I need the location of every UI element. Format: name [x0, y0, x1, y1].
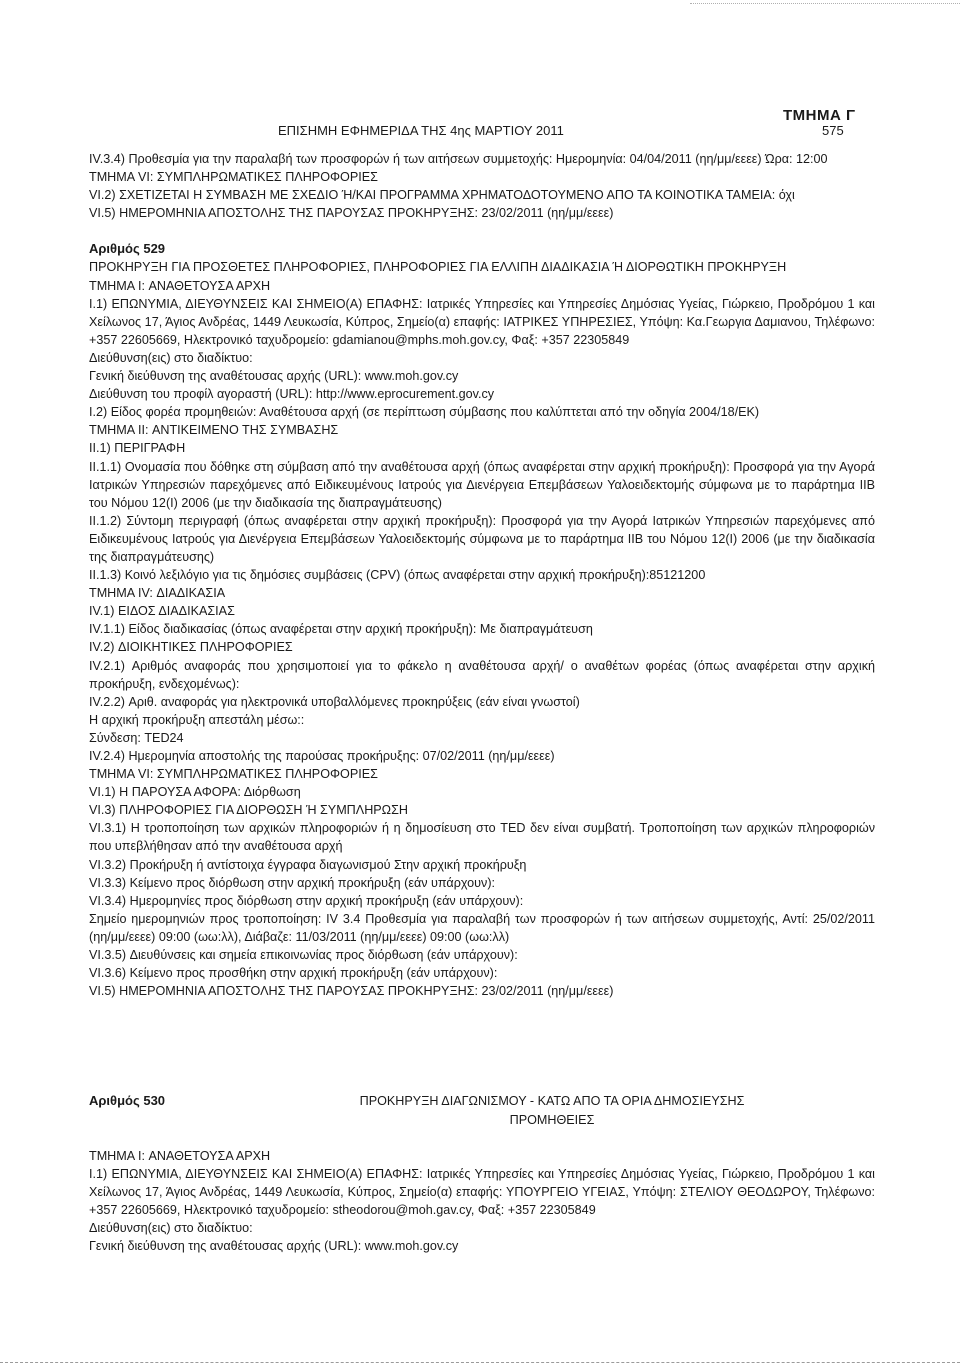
paragraph: II.1.3) Κοινό λεξιλόγιο για τις δημόσιες συμβάσεις (CPV) (όπως αναφέρεται στην αρχική προκήρυξη):85121200	[89, 568, 706, 583]
paragraph: Γενική διεύθυνση της αναθέτουσας αρχής (URL): www.moh.gov.cy	[89, 369, 459, 384]
paragraph: Διεύθυνση(εις) στο διαδίκτυο:	[89, 350, 253, 365]
paragraph: Σύνδεση: TED24	[89, 730, 184, 745]
paragraph: Σημείο ημερομηνιών προς τροποποίηση: IV 3.4 Προθεσμία για παραλαβή των προσφορών ή των αιτήσεων συμμετοχής, Αντί: 25/02/2011 (ηη/μμ/εεεε) 09:00 (ωω:λλ), Διάβαζε: 11/03/2011 (ηη/μμ/εεεε) 09:00 (ωω:λλ)	[89, 911, 875, 944]
paragraph: VI.3.4) Ημερομηνίες προς διόρθωση στην αρχική προκήρυξη (εάν υπάρχουν):	[89, 893, 524, 908]
paragraph: IV.2.2) Αριθ. αναφοράς για ηλεκτρονικά υποβαλλόμενες προκηρύξεις (εάν είναι γνωστοί)	[89, 694, 580, 709]
paragraph: VI.3.6) Κείμενο προς προσθήκη στην αρχική προκήρυξη (εάν υπάρχουν):	[89, 966, 498, 981]
paragraph: II.1.1) Ονομασία που δόθηκε στη σύμβαση από την αναθέτουσα αρχή (όπως αναφέρεται στην αρχική προκήρυξη): Προσφορά για την Αγορά Ιατρικών Υπηρεσιών παρεχόμενες από Ειδικευμένους Ιατρούς για Διενέργεια Επεμβάσεων Υαλοειδεκτομής σύμφωνα με το παράρτημα IIB του Νόμου 12(Ι) 2006 (με την διαδικασία της διαπραγμάτευσης)	[89, 459, 875, 510]
paragraph: VI.3.1) Η τροποποίηση των αρχικών πληροφοριών ή η δημοσίευση στο TED δεν είναι συμβατή. Τροποποίηση των αρχικών πληροφοριών που υπεβλήθησαν από την αναθέτουσα αρχή	[89, 821, 875, 854]
paragraph: II.1.2) Σύντομη περιγραφή (όπως αναφέρεται στην αρχική προκήρυξη): Προσφορά για την Αγορά Ιατρικών Υπηρεσιών παρεχόμενες από Ειδικευμένους Ιατρούς για Διενέργεια Επεμβάσεων Υαλοειδεκτομής σύμφωνα με το παράρτημα IIB του Νόμου 12(Ι) 2006 (με την διαδικασία της διαπραγμάτευσης)	[89, 513, 875, 564]
scan-artifact-top	[690, 3, 960, 4]
paragraph: IV.3.4) Προθεσμία για την παραλαβή των προσφορών ή των αιτήσεων συμμετοχής: Ημερομηνία: 04/04/2011 (ηη/μμ/εεεε) Ώρα: 12:00	[89, 152, 828, 166]
document-body	[89, 150, 875, 1255]
notice-529	[89, 240, 875, 1000]
section-heading: ΤΜΗΜΑ I: ΑΝΑΘΕΤΟΥΣΑ ΑΡΧΗ	[89, 278, 271, 293]
section-heading: VI.3) ΠΛΗΡΟΦΟΡΙΕΣ ΓΙΑ ΔΙΟΡΘΩΣΗ Ή ΣΥΜΠΛΗΡΩΣΗ	[89, 803, 408, 818]
notice-number: Αριθμός 530	[89, 1093, 166, 1109]
paragraph: VI.5) ΗΜΕΡΟΜΗΝΙΑ ΑΠΟΣΤΟΛΗΣ ΤΗΣ ΠΑΡΟΥΣΑΣ ΠΡΟΚΗΡΥΞΗΣ: 23/02/2011 (ηη/μμ/εεεε)	[89, 984, 614, 999]
paragraph: VI.5) ΗΜΕΡΟΜΗΝΙΑ ΑΠΟΣΤΟΛΗΣ ΤΗΣ ΠΑΡΟΥΣΑΣ ΠΡΟΚΗΡΥΞΗΣ: 23/02/2011 (ηη/μμ/εεεε)	[89, 206, 614, 221]
section-heading: II.1) ΠΕΡΙΓΡΑΦΗ	[89, 441, 186, 456]
paragraph: I.1) ΕΠΩΝΥΜΙΑ, ΔΙΕΥΘΥΝΣΕΙΣ ΚΑΙ ΣΗΜΕΙΟ(Α) ΕΠΑΦΗΣ: Ιατρικές Υπηρεσίες και Υπηρεσίες Δημόσιας Υγείας, Γιώρκειο, Προδρόμου 1 και Χείλωνος 17, Άγιος Ανδρέας, 1449 Λευκωσία, Κύπρος, Σημείο(α) επαφής: ΙΑΤΡΙΚΕΣ ΥΠΗΡΕΣΙΕΣ, Υπόψη: Κα.Γεωργια Δαμιανου, Τηλέφωνο: +357 22605669, Ηλεκτρονικό ταχυδρομείο: gdamianou@mphs.moh.gov.cy, Φαξ: +357 22305849	[89, 296, 875, 347]
paragraph: VI.1) Η ΠΑΡΟΥΣΑ ΑΦΟΡΑ: Διόρθωση	[89, 785, 301, 800]
notice-title: ΠΡΟΚΗΡΥΞΗ ΓΙΑ ΠΡΟΣΘΕΤΕΣ ΠΛΗΡΟΦΟΡΙΕΣ, ΠΛΗΡΟΦΟΡΙΕΣ ΓΙΑ ΕΛΛΙΠΗ ΔΙΑΔΙΚΑΣΙΑ Ή ΔΙΟΡΘΩΤΙΚΗ ΠΡΟΚΗΡΥΞΗ	[89, 260, 787, 275]
paragraph: ΤΜΗΜΑ VI: ΣΥΜΠΛΗΡΩΜΑΤΙΚΕΣ ΠΛΗΡΟΦΟΡΙΕΣ	[89, 170, 378, 185]
gazette-title: ΕΠΙΣΗΜΗ ΕΦΗΜΕΡΙΔΑ ΤΗΣ 4ης ΜΑΡΤΙΟΥ 2011	[278, 123, 564, 138]
section-heading: IV.2) ΔΙΟΙΚΗΤΙΚΕΣ ΠΛΗΡΟΦΟΡΙΕΣ	[89, 640, 293, 655]
paragraph: VI.2) ΣΧΕΤΙΖΕΤΑΙ Η ΣΥΜΒΑΣΗ ΜΕ ΣΧΕΔΙΟ Ή/ΚΑΙ ΠΡΟΓΡΑΜΜΑ ΧΡΗΜΑΤΟΔΟΤΟΥΜΕΝΟ ΑΠΟ ΤΑ ΚΟΙΝΟΤΙΚΑ ΤΑΜΕΙΑ: όχι	[89, 188, 795, 203]
paragraph: Διεύθυνση(εις) στο διαδίκτυο:	[89, 1220, 253, 1235]
paragraph: IV.2.1) Αριθμός αναφοράς που χρησιμοποιεί για το φάκελο η αναθέτουσα αρχή/ ο αναθέτων φορέας (όπως αναφέρεται στην αρχική προκήρυξη, ενδεχομένως):	[89, 658, 875, 691]
notice-530	[89, 1092, 875, 1255]
section-label: ΤΜΗΜΑ Γ	[783, 107, 856, 124]
paragraph: IV.1.1) Είδος διαδικασίας (όπως αναφέρεται στην αρχική προκήρυξη): Με διαπραγμάτευση	[89, 622, 593, 637]
paragraph: I.2) Είδος φορέα προμηθειών: Αναθέτουσα αρχή (σε περίπτωση σύμβασης που καλύπτεται από την οδηγία 2004/18/ΕΚ)	[89, 405, 760, 420]
section-heading: ΤΜΗΜΑ I: ΑΝΑΘΕΤΟΥΣΑ ΑΡΧΗ	[89, 1148, 271, 1163]
paragraph: VI.3.2) Προκήρυξη ή αντίστοιχα έγγραφα διαγωνισμού Στην αρχική προκήρυξη	[89, 857, 527, 872]
previous-notice-tail	[89, 150, 875, 222]
paragraph: I.1) ΕΠΩΝΥΜΙΑ, ΔΙΕΥΘΥΝΣΕΙΣ ΚΑΙ ΣΗΜΕΙΟ(Α) ΕΠΑΦΗΣ: Ιατρικές Υπηρεσίες και Υπηρεσίες Δημόσιας Υγείας, Γιώρκειο, Προδρόμου 1 και Χείλωνος 17, Άγιος Ανδρέας, 1449 Λευκωσία, Κύπρος, Σημείο(α) επαφής: ΥΠΟΥΡΓΕΙΟ ΥΓΕΙΑΣ, Υπόψη: ΣΤΕΛΙΟΥ ΘΕΟΔΩΡΟΥ, Τηλέφωνο: +357 22605669, Ηλεκτρονικό ταχυδρομείο: stheodorou@moh.gav.cy, Φαξ: +357 22305849	[89, 1166, 875, 1217]
notice-title: ΠΡΟΚΗΡΥΞΗ ΔΙΑΓΩΝΙΣΜΟΥ - ΚΑΤΩ ΑΠΟ ΤΑ ΟΡΙΑ ΔΗΜΟΣΙΕΥΣΗΣ	[359, 1094, 745, 1109]
paragraph: VI.3.3) Κείμενο προς διόρθωση στην αρχική προκήρυξη (εάν υπάρχουν):	[89, 875, 496, 890]
paragraph: IV.2.4) Ημερομηνία αποστολής της παρούσας προκήρυξης: 07/02/2011 (ηη/μμ/εεεε)	[89, 749, 555, 763]
paragraph: Γενική διεύθυνση της αναθέτουσας αρχής (URL): www.moh.gov.cy	[89, 1239, 459, 1254]
paragraph: Διεύθυνση του προφίλ αγοραστή (URL): http://www.eprocurement.gov.cy	[89, 387, 495, 402]
section-heading: IV.1) ΕΙΔΟΣ ΔΙΑΔΙΚΑΣΙΑΣ	[89, 604, 235, 619]
section-heading: ΤΜΗΜΑ VI: ΣΥΜΠΛΗΡΩΜΑΤΙΚΕΣ ΠΛΗΡΟΦΟΡΙΕΣ	[89, 767, 378, 782]
paragraph: Η αρχική προκήρυξη απεστάλη μέσω::	[89, 712, 305, 727]
running-header	[278, 123, 858, 138]
notice-number: Αριθμός 529	[89, 241, 166, 257]
section-heading: ΤΜΗΜΑ IV: ΔΙΑΔΙΚΑΣΙΑ	[89, 586, 226, 601]
paragraph: VI.3.5) Διευθύνσεις και σημεία επικοινωνίας προς διόρθωση (εάν υπάρχουν):	[89, 948, 518, 963]
scan-artifact-bottom	[0, 1362, 960, 1364]
notice-title-line2: ΠΡΟΜΗΘΕΙΕΣ	[509, 1112, 595, 1127]
section-heading: ΤΜΗΜΑ II: ΑΝΤΙΚΕΙΜΕΝΟ ΤΗΣ ΣΥΜΒΑΣΗΣ	[89, 423, 339, 438]
page-number: 575	[822, 123, 844, 138]
